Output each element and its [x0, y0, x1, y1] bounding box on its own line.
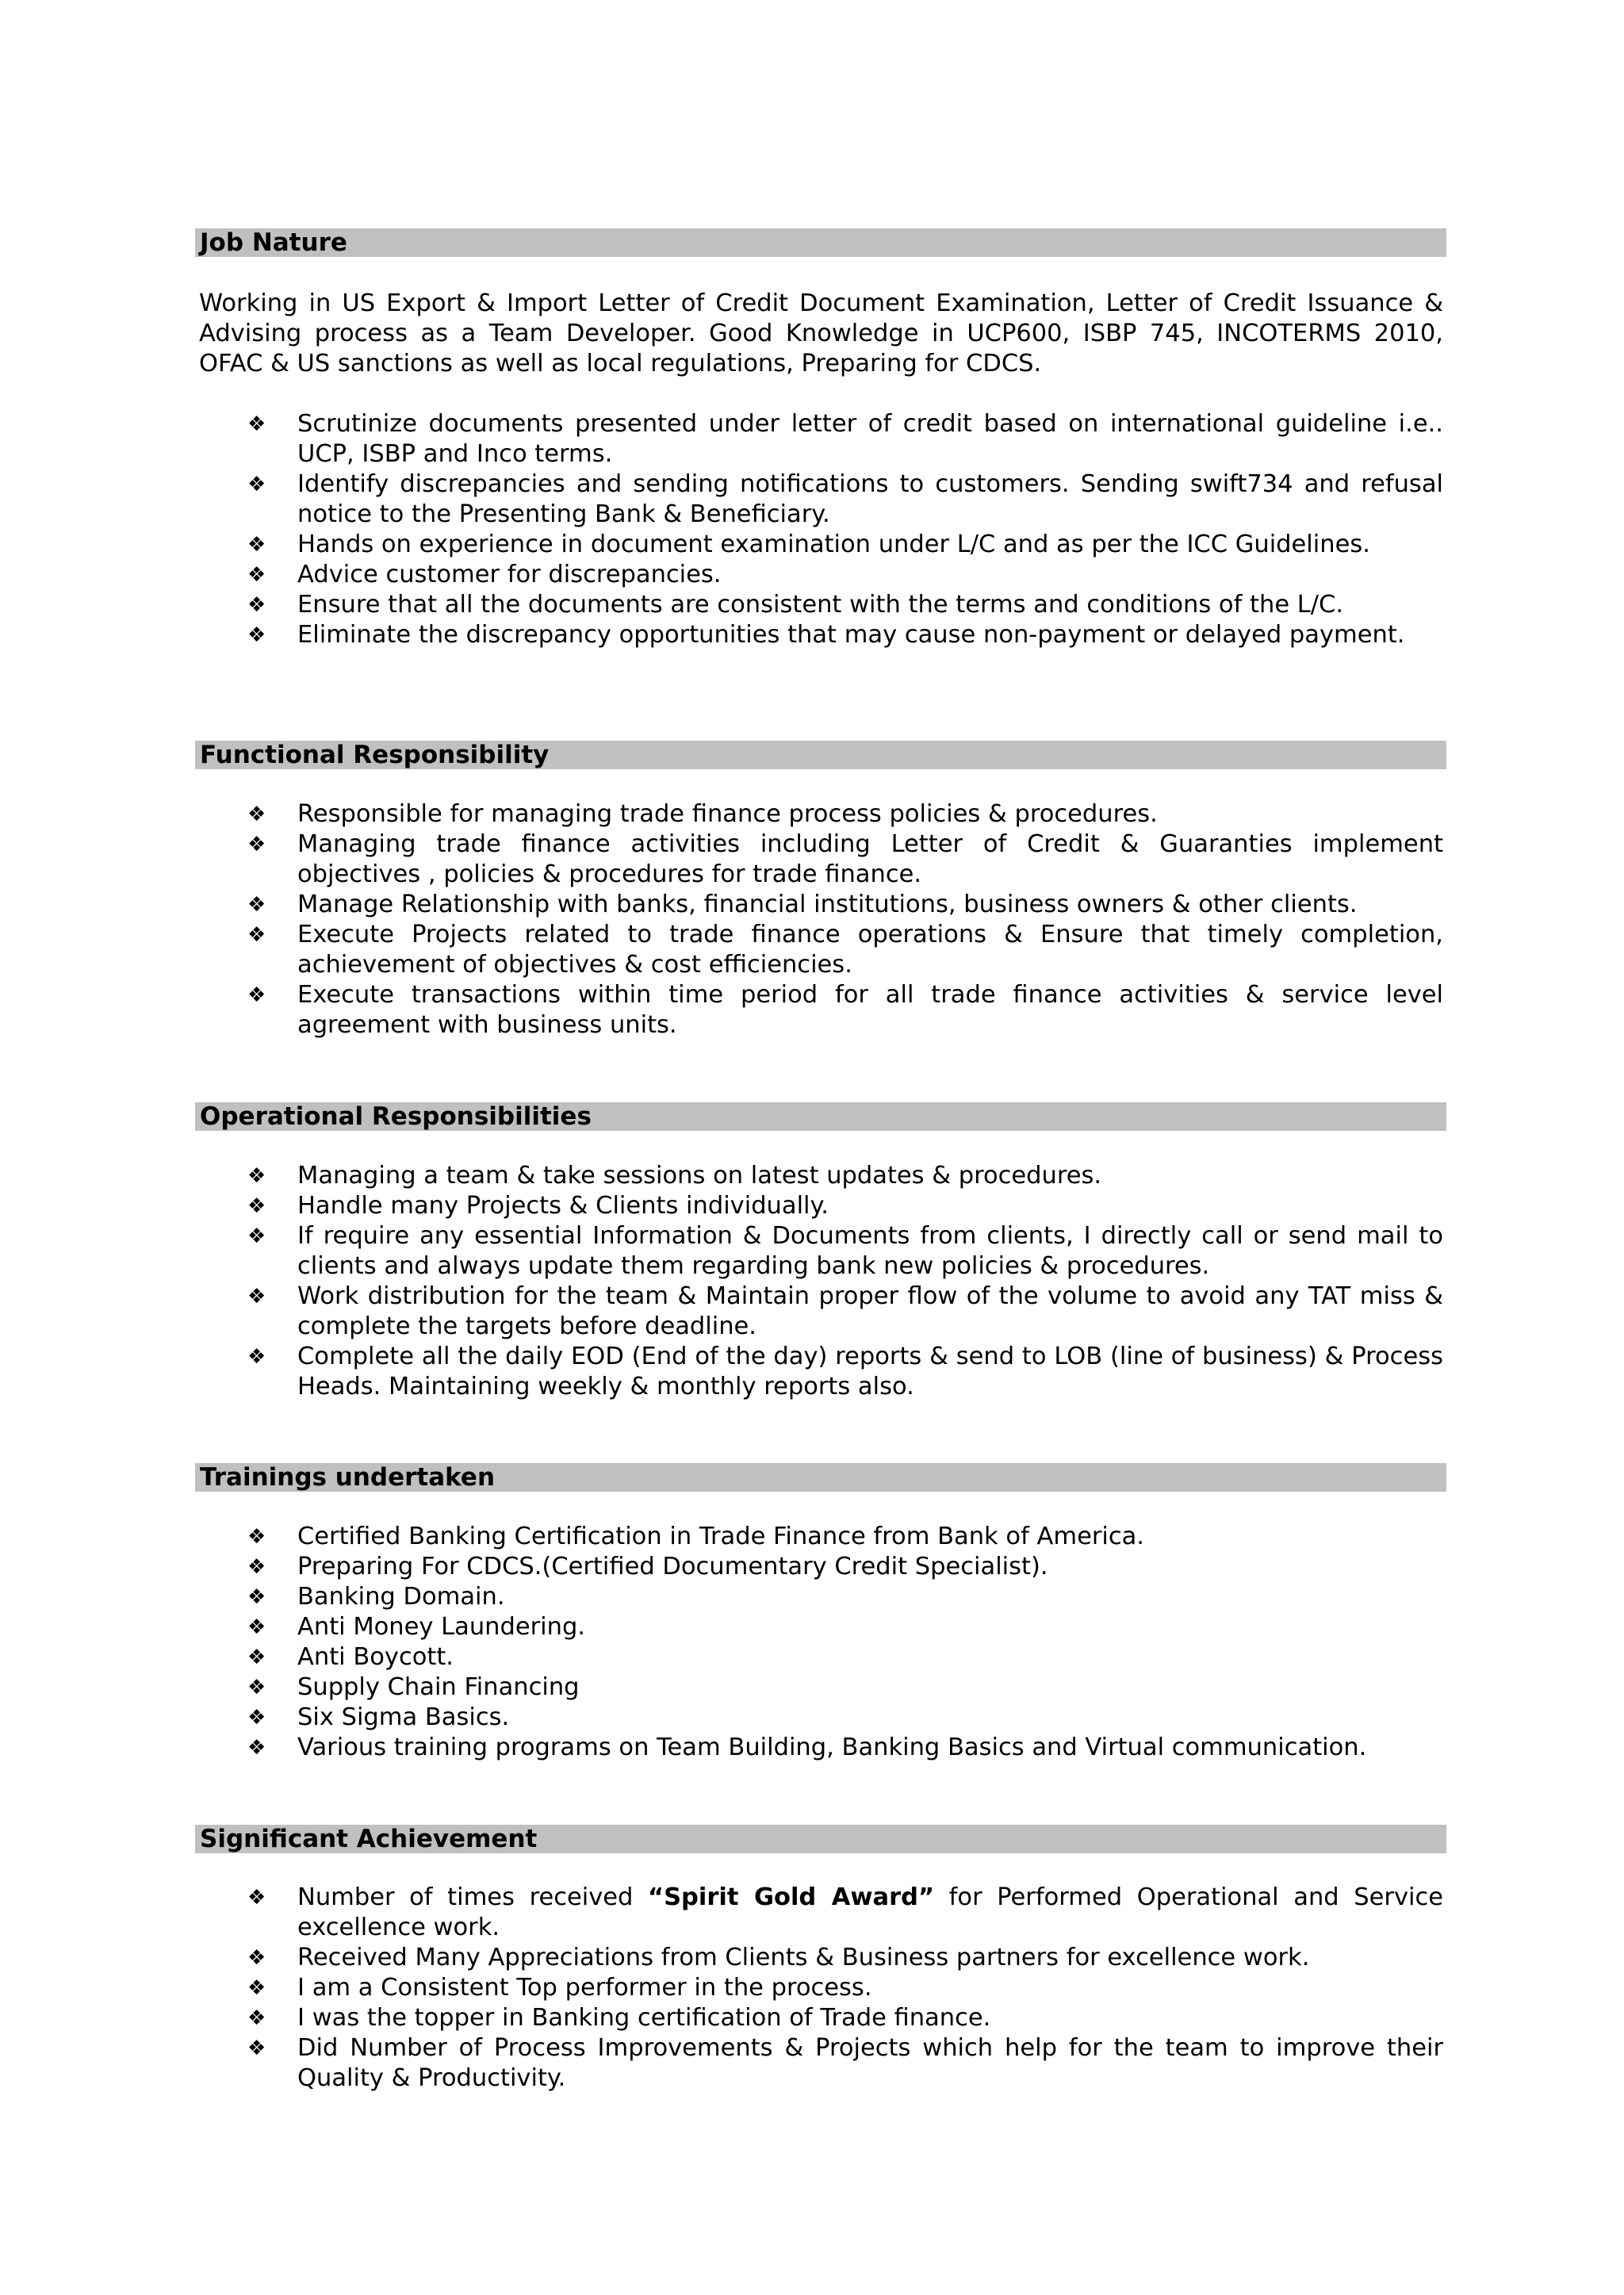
list-item: ❖ Handle many Projects & Clients individually.: [247, 1192, 829, 1220]
list-item: ❖ Execute Projects related to trade finance operations & Ensure that timely completion, achievement of objectives & cost efficiencies.: [247, 921, 1443, 979]
diamond-bullet-icon: ❖: [247, 623, 266, 647]
diamond-bullet-icon: ❖: [247, 1555, 266, 1579]
diamond-bullet-icon: ❖: [247, 833, 266, 856]
list-item: ❖ Anti Money Laundering.: [247, 1613, 586, 1641]
section-header-operational-responsibilities: Operational Responsibilities: [195, 1102, 1446, 1131]
diamond-bullet-icon: ❖: [247, 1676, 266, 1699]
section-header-job-nature: Job Nature: [195, 228, 1446, 257]
diamond-bullet-icon: ❖: [247, 2006, 266, 2030]
operational-responsibilities-list: [0, 1161, 1443, 1402]
list-item: ❖ I am a Consistent Top performer in the process.: [247, 1974, 872, 2002]
list-item: ❖ Six Sigma Basics.: [247, 1703, 510, 1731]
diamond-bullet-icon: ❖: [247, 983, 266, 1007]
list-item: ❖ Certified Banking Certification in Trade Finance from Bank of America.: [247, 1523, 1145, 1550]
diamond-bullet-icon: ❖: [247, 1646, 266, 1669]
diamond-bullet-icon: ❖: [247, 803, 266, 826]
list-item: ❖ Supply Chain Financing: [247, 1673, 580, 1701]
list-item: ❖ Received Many Appreciations from Clients & Business partners for excellence work.: [247, 1944, 1310, 1971]
diamond-bullet-icon: ❖: [247, 1194, 266, 1218]
award-name: “Spirit Gold Award”: [648, 1883, 935, 1911]
diamond-bullet-icon: ❖: [247, 1585, 266, 1609]
list-item: ❖ Ensure that all the documents are consistent with the terms and conditions of the L/C.: [247, 591, 1344, 619]
diamond-bullet-icon: ❖: [247, 1164, 266, 1188]
list-item: ❖ Advice customer for discrepancies.: [247, 561, 722, 588]
diamond-bullet-icon: ❖: [247, 1946, 266, 1970]
section-header-trainings-undertaken: Trainings undertaken: [195, 1463, 1446, 1492]
diamond-bullet-icon: ❖: [247, 1224, 266, 1248]
diamond-bullet-icon: ❖: [247, 1706, 266, 1730]
list-item: ❖ Manage Relationship with banks, financial institutions, business owners & other clients.: [247, 891, 1358, 918]
list-item: ❖ Scrutinize documents presented under letter of credit based on international guideline i.e.. UCP, ISBP and Inco terms.: [247, 410, 1443, 468]
diamond-bullet-icon: ❖: [247, 1615, 266, 1639]
list-item: ❖ Various training programs on Team Building, Banking Basics and Virtual communication.: [247, 1734, 1367, 1761]
list-item: ❖ Banking Domain.: [247, 1583, 505, 1611]
section-header-functional-responsibility: Functional Responsibility: [195, 741, 1446, 769]
diamond-bullet-icon: ❖: [247, 473, 266, 496]
trainings-list: [0, 1522, 1443, 1763]
list-item: ❖ I was the topper in Banking certification of Trade finance.: [247, 2004, 991, 2032]
diamond-bullet-icon: ❖: [247, 563, 266, 587]
diamond-bullet-icon: ❖: [247, 923, 266, 947]
diamond-bullet-icon: ❖: [247, 893, 266, 917]
diamond-bullet-icon: ❖: [247, 593, 266, 617]
list-item: ❖ Anti Boycott.: [247, 1643, 454, 1671]
functional-responsibility-list: [0, 799, 1443, 1040]
section-header-significant-achievement: Significant Achievement: [195, 1825, 1446, 1853]
list-item: ❖ Identify discrepancies and sending notifications to customers. Sending swift734 and refusal notice to the Presenting Bank & Beneficiary.: [247, 470, 1443, 528]
diamond-bullet-icon: ❖: [247, 1525, 266, 1549]
diamond-bullet-icon: ❖: [247, 533, 266, 557]
achievements-list: [0, 1883, 1443, 2094]
list-item: ❖ If require any essential Information & Documents from clients, I directly call or send mail to clients and always update them regarding bank new policies & procedures.: [247, 1222, 1443, 1280]
job-nature-list: [0, 409, 1443, 650]
list-item: ❖ Did Number of Process Improvements & Projects which help for the team to improve their Quality & Productivity.: [247, 2034, 1443, 2092]
list-item: ❖ Number of times received “Spirit Gold Award” for Performed Operational and Service excellence work.: [247, 1883, 1444, 1941]
diamond-bullet-icon: ❖: [247, 1976, 266, 2000]
diamond-bullet-icon: ❖: [247, 412, 266, 436]
list-item: ❖ Managing trade finance activities including Letter of Credit & Guaranties implement objectives , policies & procedures for trade finance.: [247, 830, 1443, 888]
diamond-bullet-icon: ❖: [247, 1285, 266, 1308]
list-item: ❖ Work distribution for the team & Maintain proper flow of the volume to avoid any TAT miss & complete the targets before deadline.: [247, 1282, 1443, 1340]
list-item: ❖ Preparing For CDCS.(Certified Documentary Credit Specialist).: [247, 1553, 1048, 1580]
diamond-bullet-icon: ❖: [247, 1886, 266, 1910]
list-item: ❖ Execute transactions within time period for all trade finance activities & service level agreement with business units.: [247, 981, 1443, 1039]
list-item: ❖ Managing a team & take sessions on latest updates & procedures.: [247, 1162, 1102, 1190]
job-nature-intro: Working in US Export & Import Letter of Credit Document Examination, Letter of Credit Issuance & Advising process as a Team Developer. Good Knowledge in UCP600, ISBP 745, INCOTERMS 2010, OFAC & US sanctions as well as local regulations, Preparing for CDCS.: [199, 289, 1443, 377]
list-item: ❖ Hands on experience in document examination under L/C and as per the ICC Guidelines.: [247, 531, 1370, 558]
list-item: ❖ Responsible for managing trade finance process policies & procedures.: [247, 800, 1158, 828]
list-item: ❖ Complete all the daily EOD (End of the day) reports & send to LOB (line of business) & Process Heads. Maintaining weekly & monthly reports also.: [247, 1343, 1443, 1400]
list-item: ❖ Eliminate the discrepancy opportunities that may cause non-payment or delayed payment.: [247, 621, 1405, 649]
diamond-bullet-icon: ❖: [247, 2036, 266, 2060]
diamond-bullet-icon: ❖: [247, 1345, 266, 1369]
diamond-bullet-icon: ❖: [247, 1736, 266, 1760]
